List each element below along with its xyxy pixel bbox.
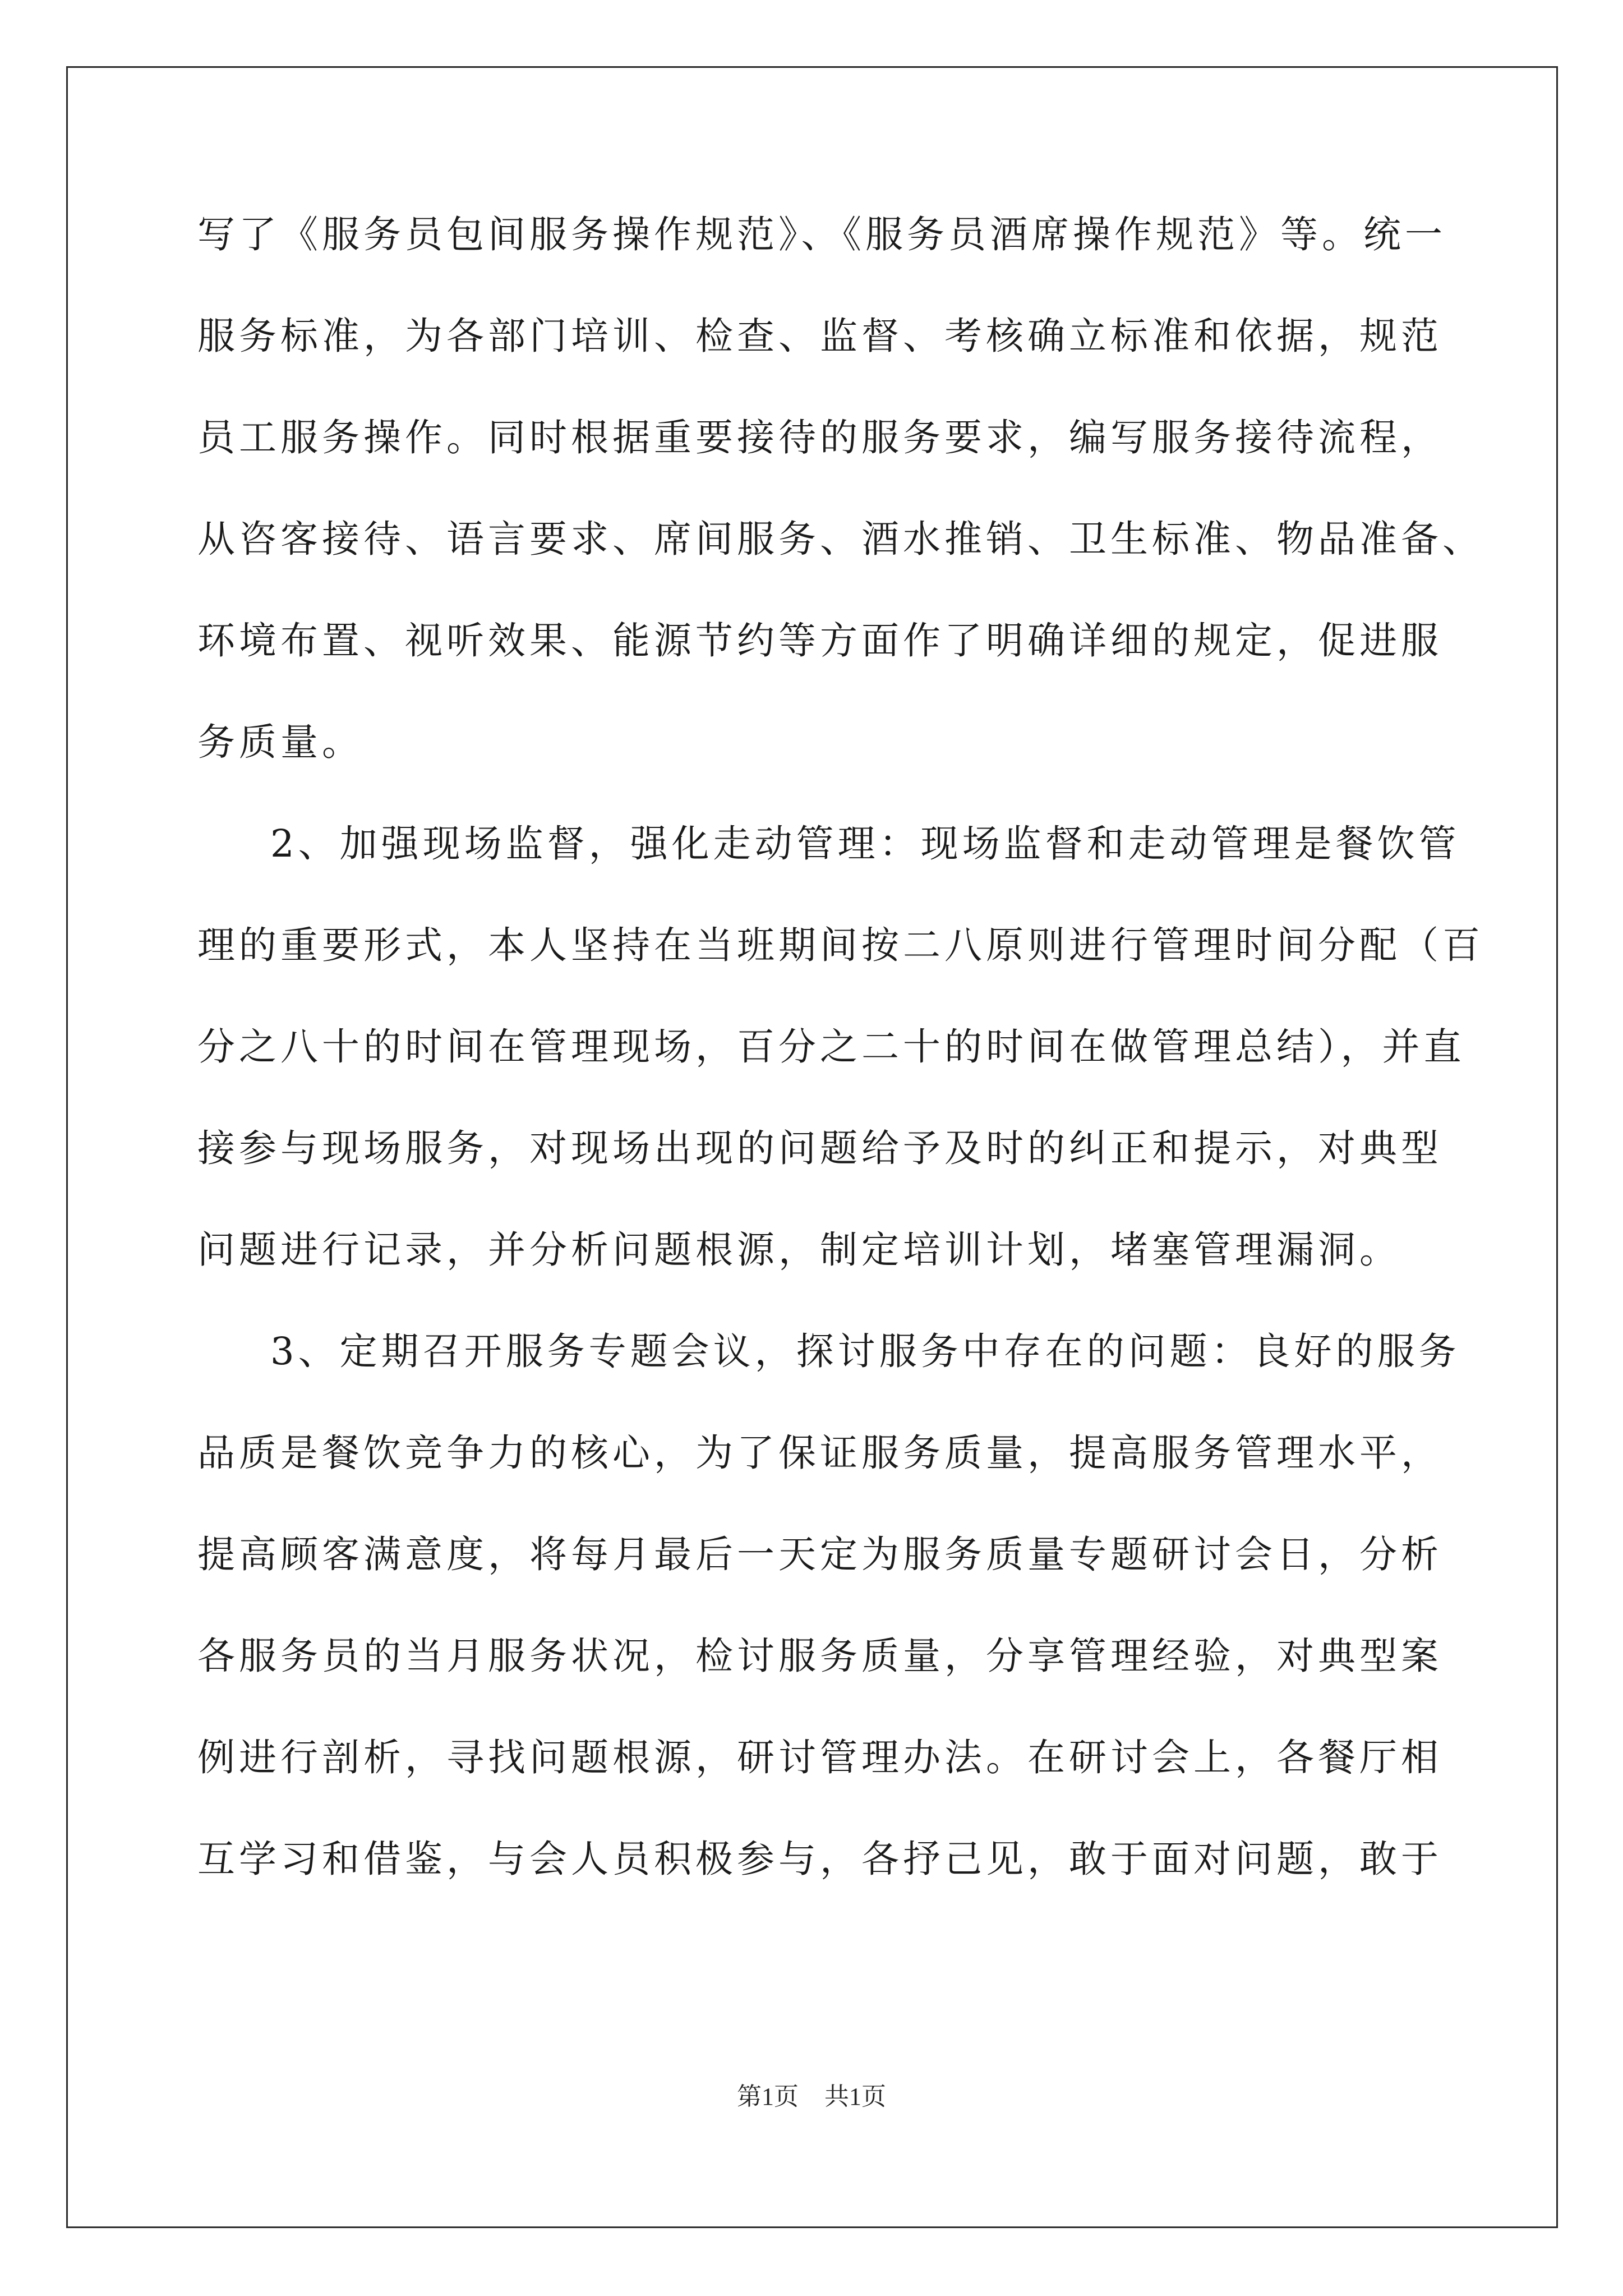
page-total: 共1页 xyxy=(824,2083,886,2110)
paragraph-2-first-line: 2、加强现场监督，强化走动管理：现场监督和走动管理是餐饮管 xyxy=(270,822,1460,866)
text-line: 提高顾客满意度，将每月最后一天定为服务质量专题研讨会日，分析 xyxy=(197,1533,1442,1576)
text-line: 互学习和借鉴，与会人员积极参与，各抒己见，敢于面对问题，敢于 xyxy=(197,1837,1442,1881)
text-line: 环境布置、视听效果、能源节约等方面作了明确详细的规定，促进服 xyxy=(197,619,1442,662)
text-line: 品质是餐饮竞争力的核心，为了保证服务质量，提高服务管理水平， xyxy=(197,1431,1442,1475)
text-line: 各服务员的当月服务状况，检讨服务质量，分享管理经验，对典型案 xyxy=(197,1634,1442,1678)
text-line: 理的重要形式，本人坚持在当班期间按二八原则进行管理时间分配（百 xyxy=(197,923,1484,967)
text-line: 务质量。 xyxy=(197,720,363,764)
text-line: 服务标准，为各部门培训、检查、监督、考核确立标准和依据，规范 xyxy=(197,314,1442,358)
text-line: 问题进行记录，并分析问题根源，制定培训计划，堵塞管理漏洞。 xyxy=(197,1228,1401,1272)
text-line: 分之八十的时间在管理现场，百分之二十的时间在做管理总结），并直 xyxy=(197,1025,1465,1069)
text-line: 从咨客接待、语言要求、席间服务、酒水推销、卫生标准、物品准备、 xyxy=(197,517,1484,561)
page-footer xyxy=(0,2080,1623,2114)
paragraph-3-first-line: 3、定期召开服务专题会议，探讨服务中存在的问题：良好的服务 xyxy=(270,1329,1460,1373)
page-number: 第1页 xyxy=(737,2083,799,2110)
text-line: 写了《服务员包间服务操作规范》、《服务员酒席操作规范》等。统一 xyxy=(197,213,1446,256)
text-line: 例进行剖析，寻找问题根源，研讨管理办法。在研讨会上，各餐厅相 xyxy=(197,1736,1442,1779)
text-line: 接参与现场服务，对现场出现的问题给予及时的纠正和提示，对典型 xyxy=(197,1126,1442,1170)
document-body xyxy=(197,208,1484,1934)
text-line: 员工服务操作。同时根据重要接待的服务要求，编写服务接待流程， xyxy=(197,416,1442,459)
